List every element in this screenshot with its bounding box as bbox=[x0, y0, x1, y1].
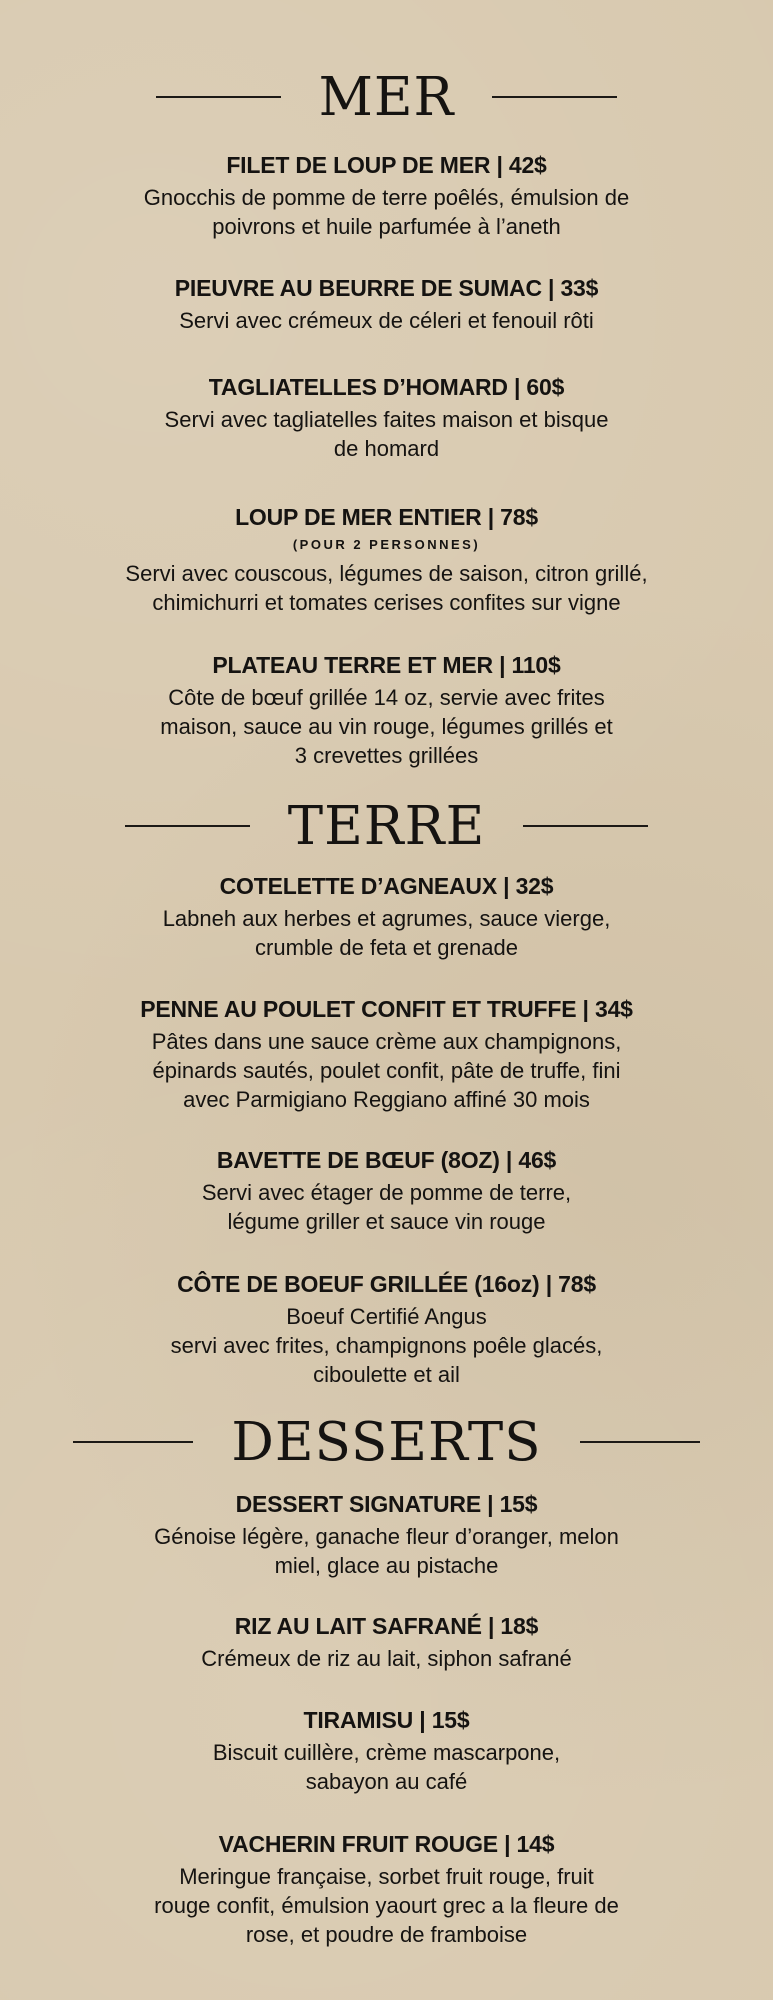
menu-item-description bbox=[87, 683, 687, 770]
menu-item-name: RIZ AU LAIT SAFRANÉ | 18$ bbox=[234, 1613, 539, 1639]
menu-item-description bbox=[77, 1522, 697, 1580]
menu-item bbox=[77, 1269, 697, 1389]
menu-item bbox=[87, 372, 687, 463]
menu-item-name: TAGLIATELLES D’HOMARD | 60$ bbox=[208, 374, 565, 400]
menu-item-description bbox=[77, 904, 697, 962]
description-line: 3 crevettes grillées bbox=[294, 743, 479, 768]
section-title: MER bbox=[318, 66, 455, 128]
menu-item-name: VACHERIN FRUIT ROUGE | 14$ bbox=[218, 1831, 555, 1857]
menu-item-name: PLATEAU TERRE ET MER | 110$ bbox=[212, 652, 561, 678]
menu-item bbox=[87, 502, 687, 617]
menu-item-description bbox=[77, 1738, 697, 1796]
description-line: Meringue française, sorbet fruit rouge, fruit bbox=[179, 1864, 594, 1889]
menu-item-description bbox=[77, 1178, 697, 1236]
menu-section-desserts bbox=[0, 1411, 773, 1949]
menu-item-description bbox=[87, 183, 687, 241]
section-title: DESSERTS bbox=[231, 1411, 542, 1473]
description-line: servi avec frites, champignons poêle glacés, bbox=[170, 1333, 603, 1358]
menu-item-description bbox=[77, 1862, 697, 1949]
heading-rule-right bbox=[523, 825, 648, 827]
section-heading bbox=[0, 1411, 773, 1473]
menu-item bbox=[77, 1611, 697, 1673]
description-line: Servi avec tagliatelles faites maison et bisque bbox=[164, 407, 609, 432]
description-line: Labneh aux herbes et agrumes, sauce vierge, bbox=[162, 906, 611, 931]
description-line: Côte de bœuf grillée 14 oz, servie avec frites bbox=[168, 685, 605, 710]
menu-section-terre bbox=[0, 795, 773, 1389]
description-line: chimichurri et tomates cerises confites sur vigne bbox=[152, 590, 621, 615]
description-line: Boeuf Certifié Angus bbox=[286, 1304, 487, 1329]
description-line: Servi avec étager de pomme de terre, bbox=[201, 1180, 572, 1205]
heading-rule-left bbox=[125, 825, 250, 827]
description-line: Servi avec crémeux de céleri et fenouil rôti bbox=[179, 308, 594, 333]
description-line: Gnocchis de pomme de terre poêlés, émulsion de bbox=[143, 185, 630, 210]
menu-item-name: TIRAMISU | 15$ bbox=[303, 1707, 470, 1733]
description-line: Crémeux de riz au lait, siphon safrané bbox=[201, 1646, 572, 1671]
section-title: TERRE bbox=[287, 795, 486, 857]
menu-item bbox=[77, 1705, 697, 1796]
menu-section-mer bbox=[0, 66, 773, 770]
heading-rule-left bbox=[73, 1441, 193, 1443]
menu-item-name: COTELETTE D’AGNEAUX | 32$ bbox=[219, 873, 554, 899]
menu-item-description bbox=[77, 1302, 697, 1389]
heading-rule-left bbox=[156, 96, 281, 98]
menu-item-note: (POUR 2 PERSONNES) bbox=[292, 537, 481, 552]
menu-item-name: PENNE AU POULET CONFIT ET TRUFFE | 34$ bbox=[140, 996, 633, 1022]
menu-item-description bbox=[87, 559, 687, 617]
menu-item-name: LOUP DE MER ENTIER | 78$ bbox=[235, 504, 538, 530]
menu-item bbox=[77, 1829, 697, 1949]
menu-item bbox=[77, 1489, 697, 1580]
heading-rule-right bbox=[492, 96, 617, 98]
heading-rule-right bbox=[580, 1441, 700, 1443]
description-line: Pâtes dans une sauce crème aux champignons, bbox=[151, 1029, 622, 1054]
menu-item-name: FILET DE LOUP DE MER | 42$ bbox=[226, 152, 547, 178]
description-line: sabayon au café bbox=[305, 1769, 468, 1794]
description-line: Servi avec couscous, légumes de saison, citron grillé, bbox=[125, 561, 648, 586]
menu-item-name: DESSERT SIGNATURE | 15$ bbox=[235, 1491, 538, 1517]
description-line: poivrons et huile parfumée à l’aneth bbox=[212, 214, 561, 239]
description-line: légume griller et sauce vin rouge bbox=[227, 1209, 546, 1234]
menu-item-description bbox=[77, 1027, 697, 1114]
menu-item bbox=[77, 871, 697, 962]
menu-item bbox=[87, 150, 687, 241]
section-heading bbox=[0, 795, 773, 857]
description-line: de homard bbox=[333, 436, 440, 461]
description-line: crumble de feta et grenade bbox=[255, 935, 518, 960]
menu-item-description bbox=[87, 306, 687, 335]
description-line: épinards sautés, poulet confit, pâte de truffe, fini bbox=[152, 1058, 621, 1083]
menu-item-description bbox=[77, 1644, 697, 1673]
description-line: miel, glace au pistache bbox=[274, 1553, 499, 1578]
description-line: Génoise légère, ganache fleur d’oranger, melon bbox=[154, 1524, 619, 1549]
description-line: avec Parmigiano Reggiano affiné 30 mois bbox=[183, 1087, 590, 1112]
description-line: ciboulette et ail bbox=[313, 1362, 460, 1387]
description-line: rose, et poudre de framboise bbox=[245, 1922, 528, 1947]
menu-item-description bbox=[87, 405, 687, 463]
description-line: Biscuit cuillère, crème mascarpone, bbox=[212, 1740, 561, 1765]
menu-item bbox=[77, 994, 697, 1114]
description-line: rouge confit, émulsion yaourt grec a la fleure de bbox=[154, 1893, 619, 1918]
menu-item-name: BAVETTE DE BŒUF (8OZ) | 46$ bbox=[216, 1147, 557, 1173]
menu-item bbox=[87, 273, 687, 335]
menu-item-name: CÔTE DE BOEUF GRILLÉE (16oz) | 78$ bbox=[177, 1271, 596, 1297]
menu-item bbox=[87, 650, 687, 770]
menu-item-name: PIEUVRE AU BEURRE DE SUMAC | 33$ bbox=[174, 275, 599, 301]
description-line: maison, sauce au vin rouge, légumes grillés et bbox=[160, 714, 613, 739]
section-heading bbox=[0, 66, 773, 128]
menu-item bbox=[77, 1145, 697, 1236]
